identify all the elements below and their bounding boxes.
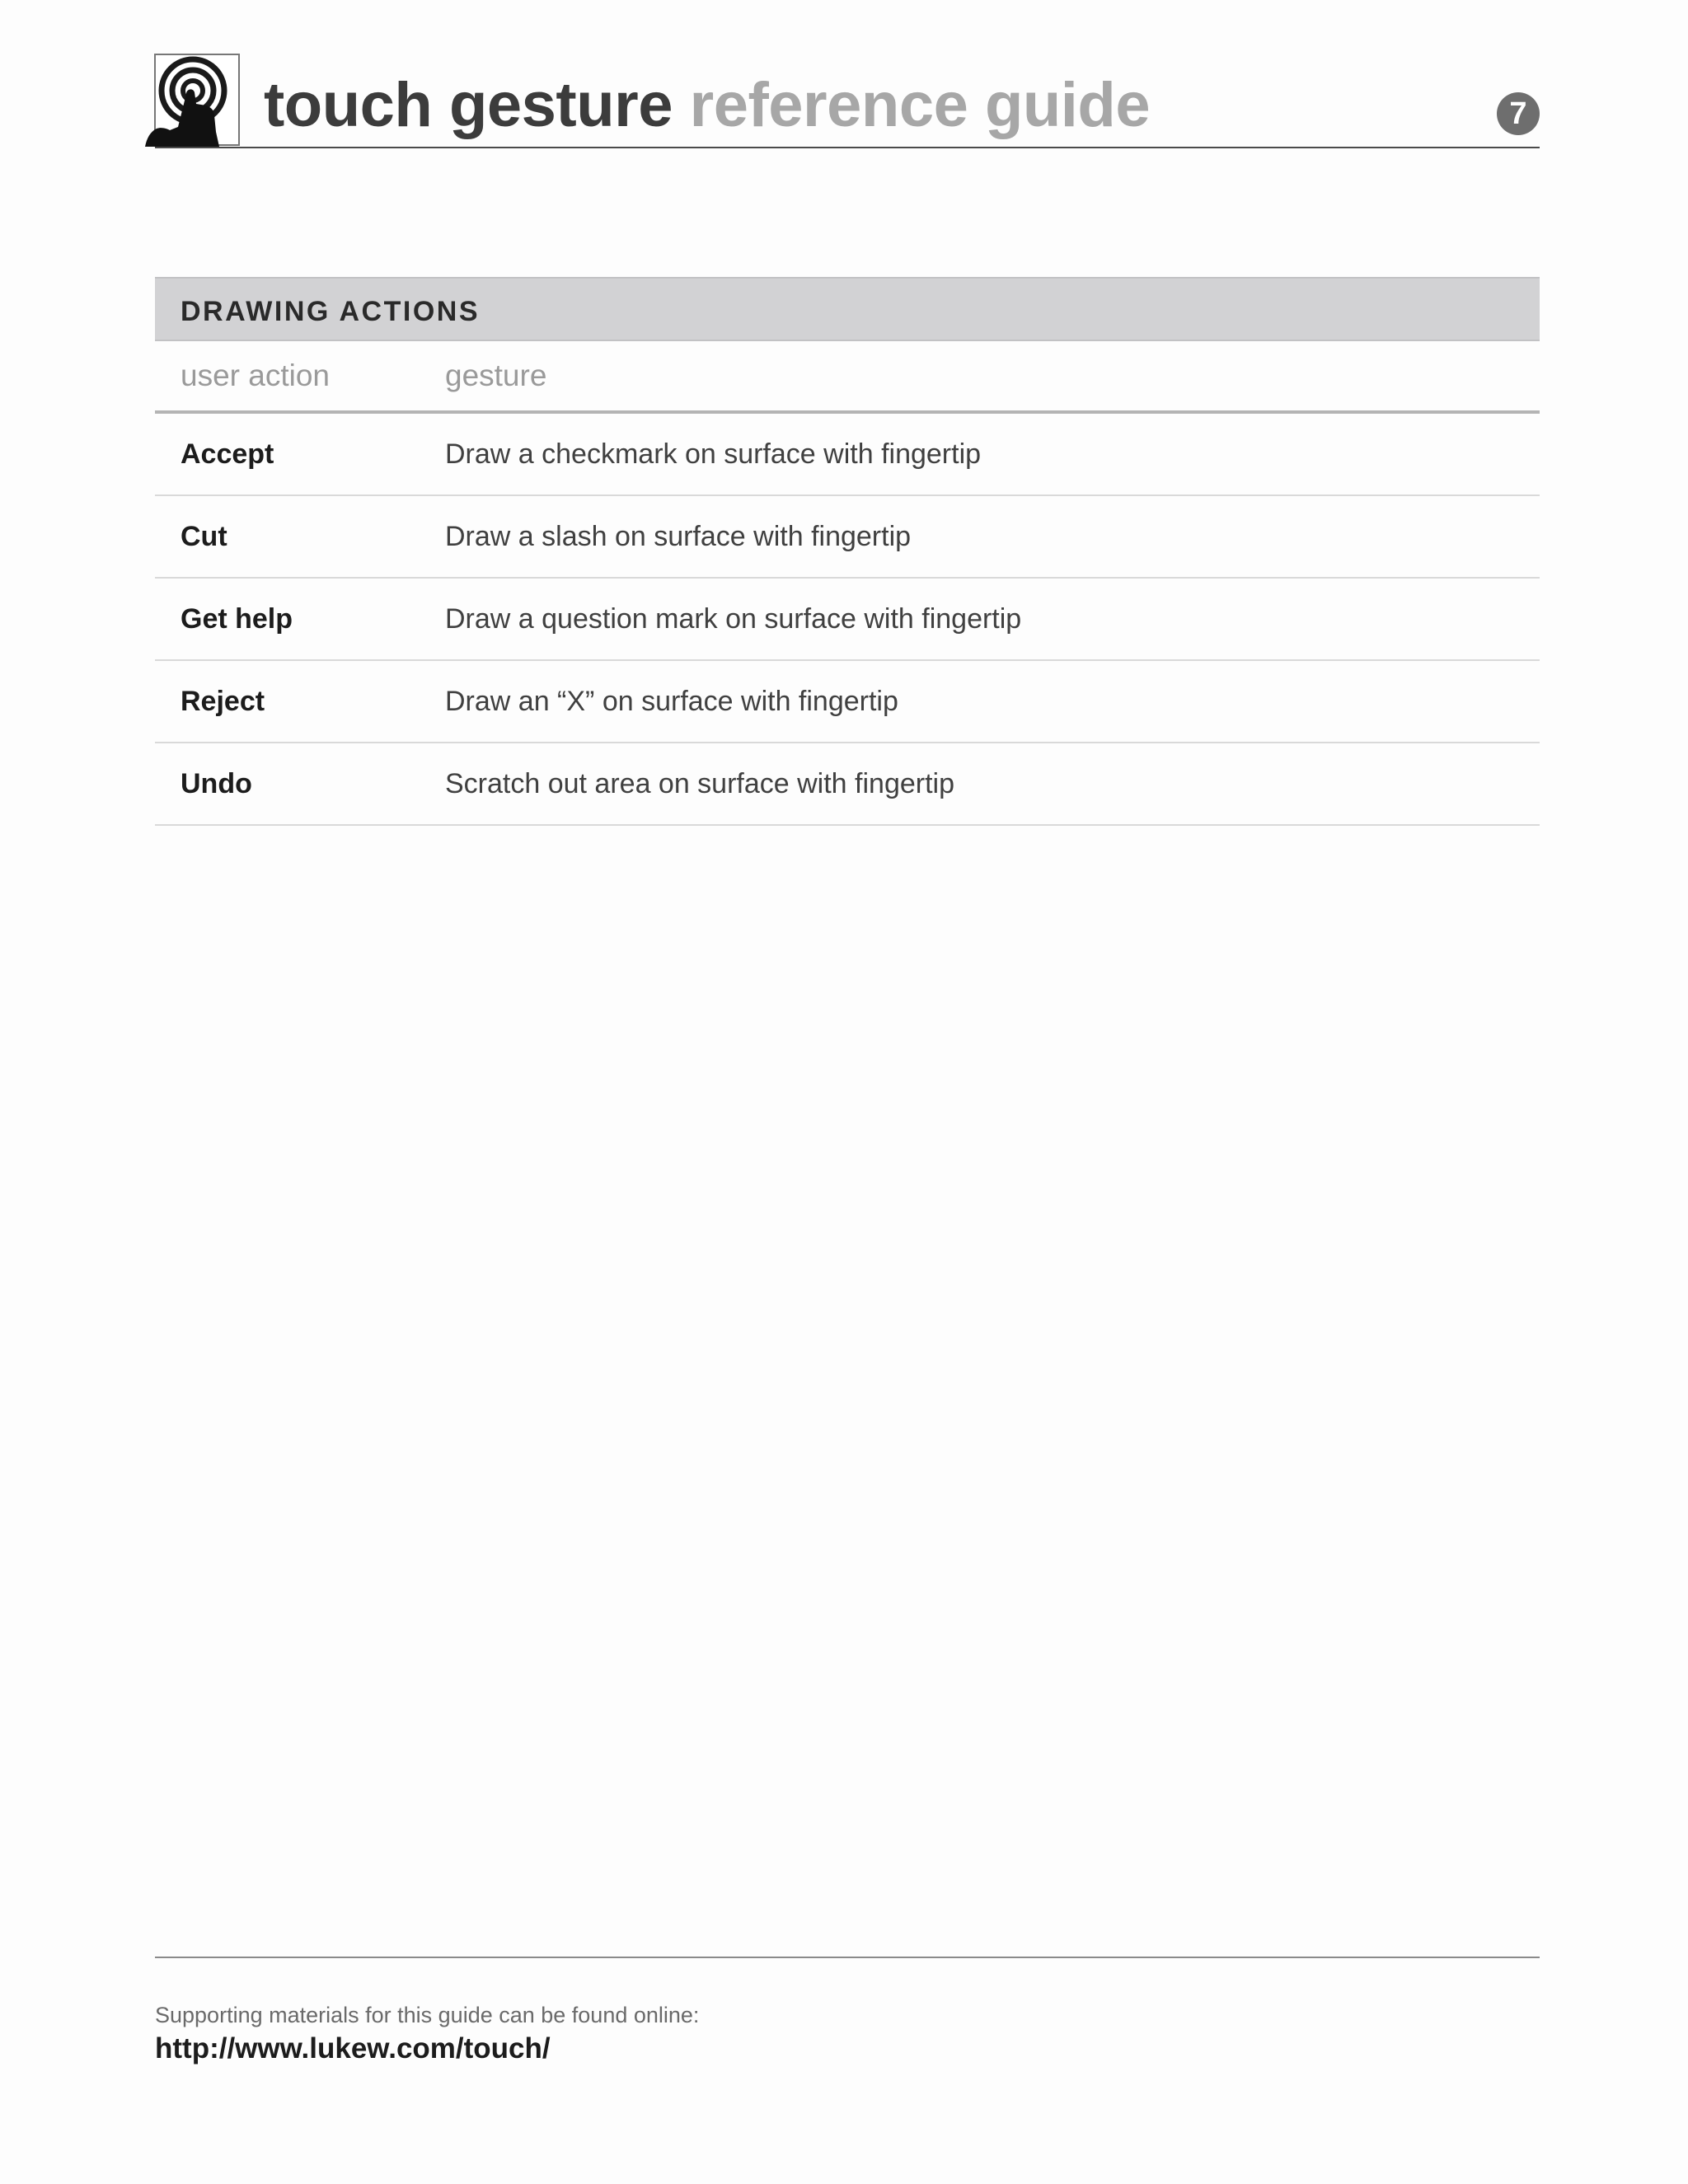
table-row xyxy=(155,496,1540,579)
drawing-actions-table xyxy=(155,277,1540,826)
row-gesture: Draw a slash on surface with fingertip xyxy=(445,520,912,552)
column-header-user-action: user action xyxy=(181,359,330,392)
row-gesture: Scratch out area on surface with fingertip xyxy=(445,767,954,799)
footer-link[interactable]: http://www.lukew.com/touch/ xyxy=(155,2032,551,2064)
row-action: Reject xyxy=(181,685,265,717)
row-action: Get help xyxy=(181,602,293,635)
title-secondary: reference guide xyxy=(689,70,1151,140)
column-header-gesture: gesture xyxy=(445,359,547,392)
table-row xyxy=(155,661,1540,743)
row-action: Undo xyxy=(181,767,252,799)
page-number-badge: 7 xyxy=(1497,92,1540,135)
row-action: Accept xyxy=(181,438,274,470)
page-header xyxy=(155,51,1540,148)
title-primary: touch gesture xyxy=(264,70,673,140)
touch-target-icon xyxy=(145,53,241,147)
footer-divider xyxy=(155,1957,1540,1958)
table-row xyxy=(155,414,1540,496)
page-title xyxy=(264,70,1151,140)
table-row xyxy=(155,743,1540,826)
row-gesture: Draw a checkmark on surface with fingertip xyxy=(445,438,982,470)
row-action: Cut xyxy=(181,520,227,552)
section-title: DRAWING ACTIONS xyxy=(181,295,481,327)
row-gesture: Draw an “X” on surface with fingertip xyxy=(445,685,898,717)
row-gesture: Draw a question mark on surface with fingertip xyxy=(445,602,1022,635)
table-header-row xyxy=(155,341,1540,414)
table-row xyxy=(155,579,1540,661)
section-header xyxy=(155,277,1540,341)
footer-note: Supporting materials for this guide can be found online: xyxy=(155,2003,700,2027)
